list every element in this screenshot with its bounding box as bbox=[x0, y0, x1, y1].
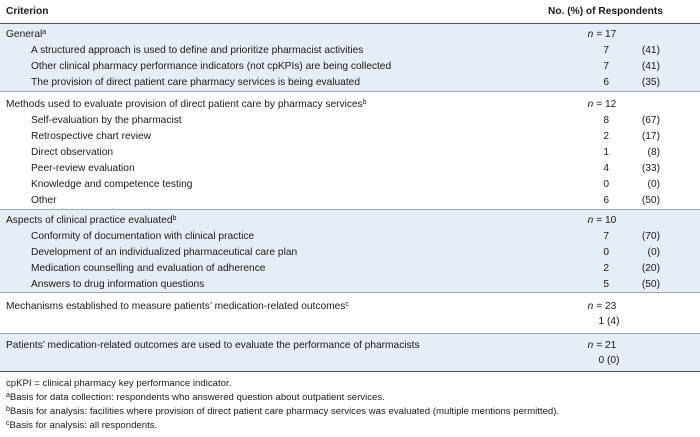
row-count: 5 bbox=[603, 279, 609, 290]
table-row bbox=[0, 176, 700, 193]
sample-size: n = 23 bbox=[587, 301, 617, 312]
section-title: Aspects of clinical practice evaluated$^b$ bbox=[6, 215, 177, 226]
table-row bbox=[0, 42, 700, 59]
row-count: 6 bbox=[603, 195, 609, 206]
row-percent: (20) bbox=[641, 263, 660, 274]
section-divider bbox=[0, 209, 700, 210]
row-count: 2 bbox=[603, 263, 609, 274]
table-header bbox=[0, 3, 700, 20]
table-row bbox=[0, 58, 700, 75]
row-count: 1 bbox=[603, 147, 609, 158]
row-count: 6 bbox=[603, 77, 609, 88]
row-label: The provision of direct patient care pharmacy services is being evaluated bbox=[31, 77, 360, 88]
footnote-b: $^b$Basis for analysis: facilities where provision of direct patient care pharmacy services was evaluated (multiple mentions permitted). bbox=[6, 406, 560, 417]
table-row bbox=[0, 244, 700, 261]
section-title-row bbox=[0, 96, 700, 113]
table-row bbox=[0, 313, 700, 330]
section-divider bbox=[0, 333, 700, 334]
row-percent: (41) bbox=[641, 45, 660, 56]
table-row bbox=[0, 192, 700, 209]
row-label: Peer-review evaluation bbox=[31, 163, 135, 174]
row-count: 0 bbox=[603, 179, 609, 190]
row-label: Direct observation bbox=[31, 147, 114, 158]
row-result: 1 (4) bbox=[598, 316, 620, 327]
row-percent: (67) bbox=[641, 115, 660, 126]
section-title: Methods used to evaluate provision of direct patient care by pharmacy services$^b$ bbox=[6, 99, 367, 110]
table-row bbox=[0, 260, 700, 277]
table-bottom-rule bbox=[0, 371, 700, 372]
section-title: Mechanisms established to measure patients’ medication-related outcomes$^c$ bbox=[6, 301, 349, 312]
row-percent: (0) bbox=[647, 247, 660, 258]
sample-size: n = 21 bbox=[587, 340, 617, 351]
row-percent: (50) bbox=[641, 279, 660, 290]
row-label: Conformity of documentation with clinical practice bbox=[31, 231, 255, 242]
footnote-abbreviation: cpKPI = clinical pharmacy key performance indicator. bbox=[6, 378, 232, 389]
row-percent: (17) bbox=[641, 131, 660, 142]
sample-size: n = 10 bbox=[587, 215, 617, 226]
row-percent: (70) bbox=[641, 231, 660, 242]
row-label: Development of an individualized pharmaceutical care plan bbox=[31, 247, 298, 258]
table-row bbox=[0, 276, 700, 293]
table-row bbox=[0, 74, 700, 91]
row-percent: (35) bbox=[641, 77, 660, 88]
row-count: 8 bbox=[603, 115, 609, 126]
sample-size: n = 12 bbox=[587, 99, 617, 110]
section-title: General$^a$ bbox=[6, 29, 47, 40]
row-count: 7 bbox=[603, 45, 609, 56]
row-percent: (0) bbox=[647, 179, 660, 190]
row-percent: (50) bbox=[641, 195, 660, 206]
row-label: Retrospective chart review bbox=[31, 131, 152, 142]
row-count: 0 bbox=[603, 247, 609, 258]
row-count: 2 bbox=[603, 131, 609, 142]
respondents-header: No. (%) of Respondents bbox=[548, 6, 663, 17]
footnote-a: $^a$Basis for data collection: respondents who answered question about outpatient services. bbox=[6, 392, 385, 403]
row-label: Other clinical pharmacy performance indicators (not cpKPIs) are being collected bbox=[31, 61, 392, 72]
table-row bbox=[0, 144, 700, 161]
sample-size: n = 17 bbox=[587, 29, 617, 40]
row-label: Other bbox=[31, 195, 57, 206]
row-percent: (8) bbox=[647, 147, 660, 158]
row-label: Knowledge and competence testing bbox=[31, 179, 193, 190]
criterion-header: Criterion bbox=[6, 6, 49, 17]
table-row bbox=[0, 228, 700, 245]
section-title: Patients’ medication-related outcomes are used to evaluate the performance of pharmacists bbox=[6, 340, 420, 351]
row-label: Answers to drug information questions bbox=[31, 279, 205, 290]
row-label: Self-evaluation by the pharmacist bbox=[31, 115, 182, 126]
section-title-row bbox=[0, 26, 700, 43]
section-divider bbox=[0, 91, 700, 92]
row-count: 7 bbox=[603, 61, 609, 72]
table-row bbox=[0, 128, 700, 145]
table-row bbox=[0, 352, 700, 369]
row-count: 7 bbox=[603, 231, 609, 242]
footnote-c: $^c$Basis for analysis: all respondents. bbox=[6, 420, 158, 431]
row-percent: (41) bbox=[641, 61, 660, 72]
section-title-row bbox=[0, 212, 700, 229]
row-label: Medication counselling and evaluation of adherence bbox=[31, 263, 266, 274]
table-row bbox=[0, 160, 700, 177]
row-result: 0 (0) bbox=[598, 355, 620, 366]
header-rule bbox=[0, 23, 700, 24]
row-percent: (33) bbox=[641, 163, 660, 174]
row-count: 4 bbox=[603, 163, 609, 174]
row-label: A structured approach is used to define and prioritize pharmacist activities bbox=[31, 45, 364, 56]
table-row bbox=[0, 112, 700, 129]
